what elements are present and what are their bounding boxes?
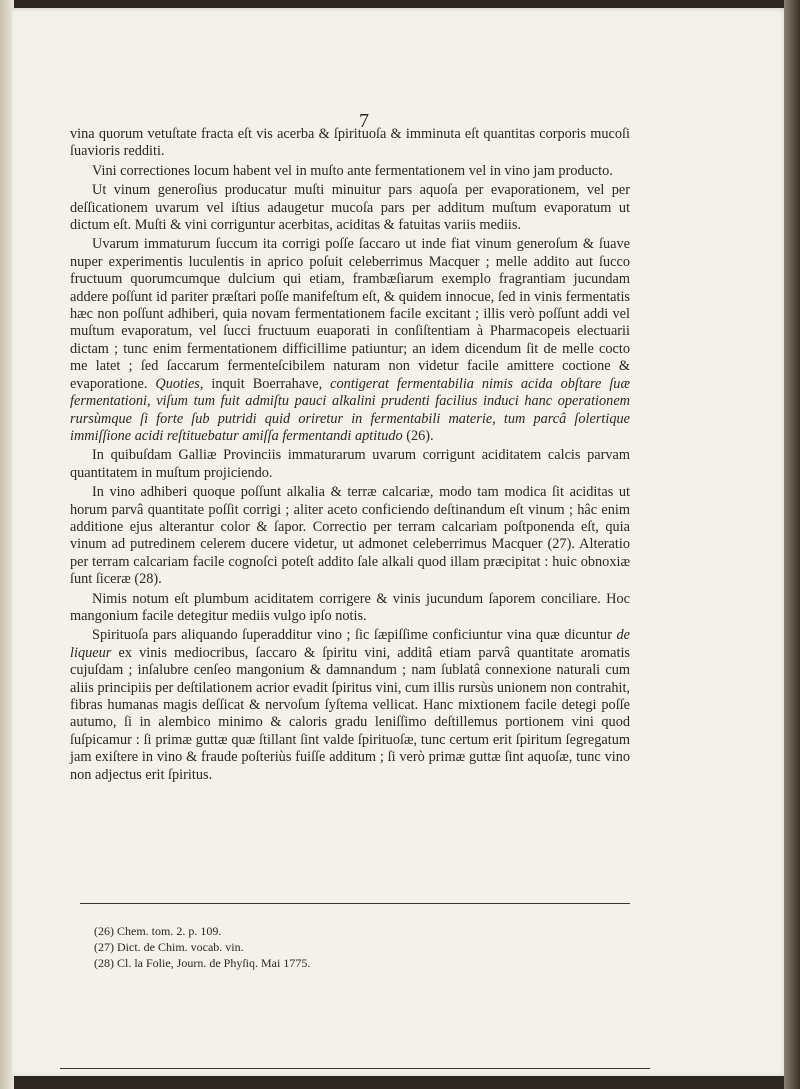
paragraph: [70, 182, 630, 234]
text-run: , inquit Boerrahave,: [199, 375, 331, 392]
main-text: [70, 126, 630, 784]
italic-text: de liqueur: [70, 627, 630, 661]
text-run: Nimis notum eſt plumbum aciditatem corrigere & vinis jucundum ſaporem conciliare. Hoc mangonium facile detegitur mediis vulgo ipſo notis.: [70, 590, 630, 624]
footnote-divider: [80, 903, 630, 904]
footnotes: [94, 923, 594, 971]
paragraph: [70, 236, 630, 445]
text-run: vina quorum vetuſtate fracta eſt vis acerba & ſpirituoſa & imminuta eſt quantitas corporis mucoſi ſuavioris redditi.: [70, 126, 630, 160]
paragraph: [70, 484, 630, 588]
text-run: ex vinis mediocribus, ſaccaro & ſpiritu vini, additâ etiam parvâ quantitate aromatis cujuſdam ; inſalubre cenſeo mangonium & damnandum ; nam ſublatâ connexione naturali cum aliis principiis per deſtilationem acrior evadit ſpiritus vini, cum illis rursùs unionem non contrahit, fibras humanas magis deſſicat & nervoſum ſyſtema vellicat. Hanc mixtionem facile detegi poſſe autumo, ſi in alembico minimo & caloris gradu leniſſimo deſtillemus portionem vini quod ſuſpicamur : ſi primæ guttæ quæ ſtillant ſint valde ſpirituoſæ, tunc certum erit ſpiritum ſegregatum jam exiſtere in vino & fraude poſteriùs fuiſſe additum ; ſi verò primæ guttæ ſint aquoſæ, tunc vino non adjectus erit ſpiritus.: [70, 644, 630, 783]
bottom-rule: [60, 1068, 650, 1069]
paragraph: [70, 163, 630, 180]
text-run: (26).: [402, 427, 434, 444]
text-run: Spirituoſa pars aliquando ſuperadditur vino ; ſic ſæpiſſime conficiuntur vina quæ dicuntur: [92, 627, 617, 644]
italic-text: Quoties: [155, 375, 200, 392]
page-edge: [784, 0, 800, 1089]
footnote-27: (27) Dict. de Chim. vocab. vin.: [94, 940, 244, 954]
paragraph: [70, 591, 630, 626]
paragraph: [70, 126, 630, 161]
text-run: Vini correctiones locum habent vel in muſto ante fermentationem vel in vino jam producto.: [92, 162, 613, 179]
footnote-26: (26) Chem. tom. 2. p. 109.: [94, 924, 222, 938]
italic-text: contigerat fermentabilia nimis acida obſtare ſuæ fermentationi, viſum tum fuit admiſtu pauci alkalini prudenti facilius induci hanc operationem rursùmque ſi forte ſub putridi quid oriretur in fermentabili materie, tum parcâ ſolertique immiſſione acidi reſtituebatur amiſſa fermentandi aptitudo: [70, 375, 630, 444]
text-run: Ut vinum generoſius producatur muſti minuitur pars aquoſa per evaporationem, vel per deſſicationem uvarum vel iſtius adaugetur mucoſa pars per additum muſtum evaporatum ut dictum eſt. Muſti & vini corriguntur acerbitas, aciditas & fatuitas variis mediis.: [70, 182, 630, 234]
paragraph: [70, 447, 630, 482]
footnote-28: (28) Cl. la Folie, Journ. de Phyſiq. Mai 1775.: [94, 956, 311, 970]
page-number: 7: [359, 110, 369, 132]
paragraph: [70, 627, 630, 784]
text-run: In quibuſdam Galliæ Provinciis immaturarum uvarum corrigunt aciditatem calcis parvam quantitatem in muſtum projiciendo.: [70, 447, 630, 481]
text-run: Uvarum immaturum ſuccum ita corrigi poſſe ſaccaro ut inde fiat vinum generoſum & ſuave nuper experimentis luculentis in aprico poſuit celeberrimus Macquer ; melle addito aut ſucco fructuum quorumcumque dulcium qui etiam, frambæſiarum exemplo fragrantiam jucundam addere poſſunt id pariter præſtari poſſe manifeſtum eſt, & quidem innocue, ſed in vinis fermentatis hæc non poſſunt adhiberi, quia novam fermentationem facile excitant ; illis verò poſſunt addi vel muſtum evaporatum, vel ſucci fructuum euaporati in conſiſtentiam à Pharmacopeis electuarii dictam ; tunc enim fermentationem difficillime patiuntur; an idem dicendum ſit de melle cocto me latet ; ſed ſaccarum fermenteſcibilem naturam non videtur facile amittere coctione & evaporatione.: [70, 236, 630, 392]
text-run: In vino adhiberi quoque poſſunt alkalia & terræ calcariæ, modo tam modica ſit aciditas ut horum parvâ quantitate poſſit corrigi ; aliter aceto conficiendo deſtinandum eſt vinum ; hâc enim additione ejus alterantur color & ſapor. Correctio per terram calcariam poſtponenda eſt, quia vinum ad putredinem celerem ducere videtur, ut admonet celeberrimus Macquer (27). Alteratio per terram calcariam facile cognoſci poteſt addito ſale alkali quod illam præcipitat : huic obnoxiæ ſunt ſiceræ (28).: [70, 484, 630, 588]
